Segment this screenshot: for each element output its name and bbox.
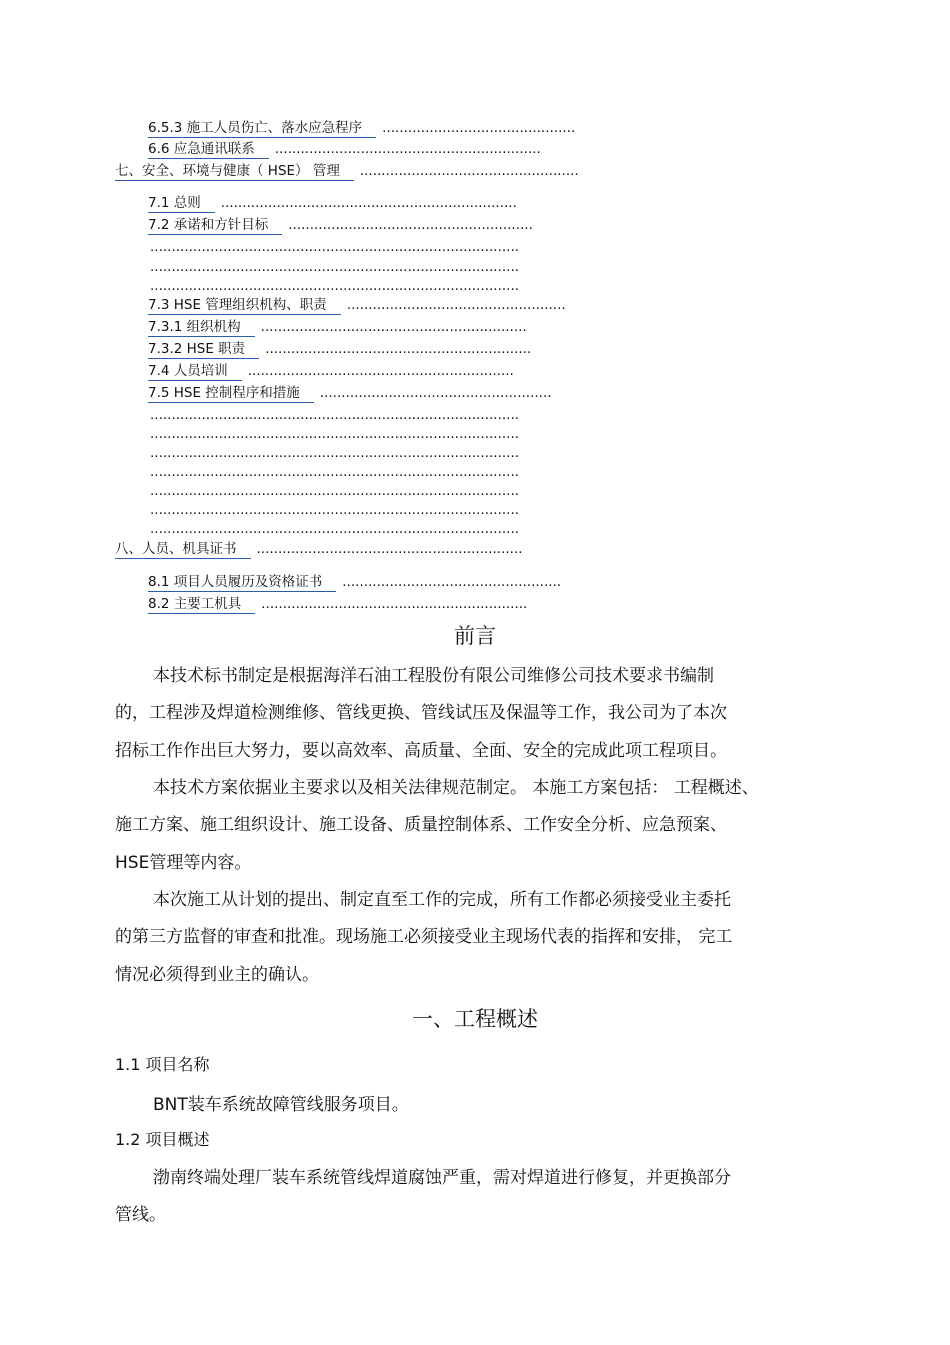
toc-entry-8-1[interactable]: 8.1 项目人员履历及资格证书 ...................................................	[148, 574, 562, 590]
text-line: 本次施工从计划的提出、制定直至工作的完成，所有工作都必须接受业主委托	[153, 890, 731, 910]
toc-entry-7-3-1[interactable]: 7.3.1 组织机构 ..............................................................	[148, 319, 527, 335]
subsection-1-2-body-line-1: 渤南终端处理厂装车系统管线焊道腐蚀严重，需对焊道进行修复，并更换部分	[153, 1168, 731, 1188]
toc-entry-7-5[interactable]: 7.5 HSE 控制程序和措施 ......................................................	[148, 385, 552, 401]
toc-entry-6-5-3[interactable]: 6.5.3 施工人员伤亡、落水应急程序 .............................................	[148, 120, 576, 136]
section-1-title: 一、工程概述	[412, 1007, 538, 1031]
text-line: 施工方案、施工组织设计、施工设备、质量控制体系、工作安全分析、应急预案、	[115, 815, 727, 836]
toc-dot-filler: ......................................................................................	[150, 464, 520, 480]
toc-entry-7-1[interactable]: 7.1 总则 .....................................................................	[148, 195, 517, 211]
toc-entry-7-4[interactable]: 7.4 人员培训 ..............................................................	[148, 363, 514, 379]
text-line: 的第三方监督的审查和批准。现场施工必须接受业主现场代表的指挥和安排， 完工	[115, 927, 733, 948]
toc-entry-7[interactable]: 七、安全、环境与健康（ HSE） 管理 ...................................................	[115, 163, 579, 179]
toc-entry-7-2[interactable]: 7.2 承诺和方针目标 .........................................................	[148, 217, 533, 233]
preface-title: 前言	[454, 624, 496, 648]
subsection-1-2-body-line-2: 管线。	[115, 1205, 166, 1225]
toc-dot-filler: ......................................................................................	[150, 426, 520, 442]
toc-dot-filler: ......................................................................................	[150, 502, 520, 518]
preface-paragraph-1	[115, 658, 815, 770]
text-line: 本技术方案依据业主要求以及相关法律规范制定。 本施工方案包括： 工程概述、	[153, 778, 759, 798]
toc-entry-6-6[interactable]: 6.6 应急通讯联系 ..............................................................	[148, 141, 541, 157]
toc-dot-filler: ......................................................................................	[150, 407, 520, 423]
toc-dot-filler: ......................................................................................	[150, 521, 520, 537]
text-line: HSE管理等内容。	[115, 852, 252, 873]
toc-dot-filler: ......................................................................................	[150, 259, 520, 275]
text-line: 情况必须得到业主的确认。	[115, 964, 319, 985]
subsection-1-1-title: 1.1 项目名称	[115, 1055, 210, 1074]
text-line: 招标工作作出巨大努力，要以高效率、高质量、全面、安全的完成此项工程项目。	[115, 740, 727, 761]
preface-paragraph-2	[115, 770, 815, 882]
subsection-1-1-body: BNT装车系统故障管线服务项目。	[153, 1095, 409, 1115]
toc-dot-filler: ......................................................................................	[150, 483, 520, 499]
text-line: 本技术标书制定是根据海洋石油工程股份有限公司维修公司技术要求书编制	[153, 666, 714, 686]
toc-dot-filler: ......................................................................................	[150, 445, 520, 461]
text-line: 的，工程涉及焊道检测维修、管线更换、管线试压及保温等工作，我公司为了本次	[115, 703, 727, 724]
toc-dot-filler: ......................................................................................	[150, 239, 520, 255]
toc-entry-7-3-2[interactable]: 7.3.2 HSE 职责 ..............................................................	[148, 341, 532, 357]
subsection-1-2-title: 1.2 项目概述	[115, 1130, 210, 1149]
toc-entry-7-3[interactable]: 7.3 HSE 管理组织机构、职责 ...................................................	[148, 297, 566, 313]
toc-dot-filler: ......................................................................................	[150, 278, 520, 294]
toc-entry-8[interactable]: 八、人员、机具证书 ..............................................................	[115, 541, 523, 557]
toc-entry-8-2[interactable]: 8.2 主要工机具 ..............................................................	[148, 596, 528, 612]
preface-paragraph-3	[115, 882, 815, 994]
